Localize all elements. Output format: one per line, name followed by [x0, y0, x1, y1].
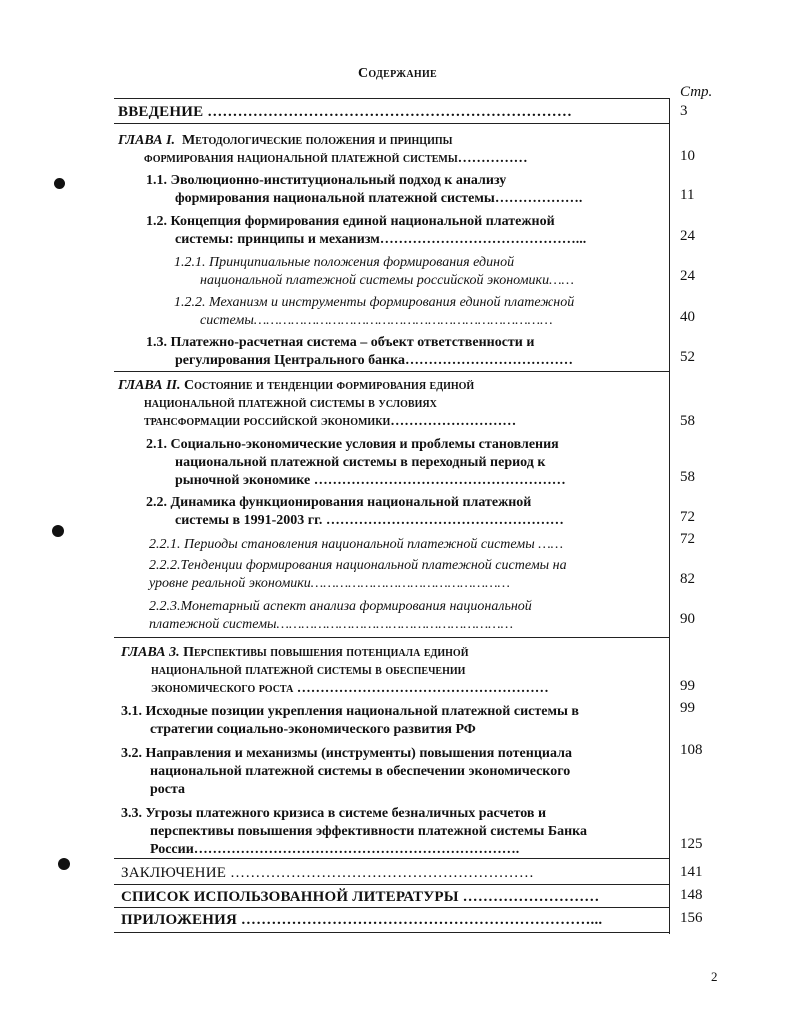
toc-page-introduction: 3 [680, 103, 688, 119]
chapter-label: ГЛАВА II. [118, 378, 181, 393]
page-number: 2 [711, 969, 718, 984]
toc-page-conclusion: 141 [680, 864, 703, 880]
page-column-label: Стр. [680, 84, 713, 100]
toc-line: 3.3. Угрозы платежного кризиса в системе безналичных расчетов и [121, 806, 547, 821]
rule [114, 907, 670, 908]
toc-entry-conclusion [121, 864, 534, 882]
punch-hole-mark [52, 525, 64, 537]
toc-entry-chapter-3 [121, 644, 549, 698]
toc-line: СПИСОК ИСПОЛЬЗОВАННОЙ ЛИТЕРАТУРЫ ……………………… [121, 889, 600, 905]
toc-line: трансформации российской экономики……………………… [144, 414, 517, 429]
toc-line: России……………………………………………………………. [150, 842, 520, 857]
rule [114, 884, 670, 885]
toc-page-1-2-2: 40 [680, 309, 695, 325]
toc-page-appendices: 156 [680, 910, 703, 926]
rule [114, 858, 670, 859]
rule [114, 637, 670, 638]
toc-line: 2.2.2.Тенденции формирования национальной платежной системы на [149, 558, 567, 573]
toc-line: ЗАКЛЮЧЕНИЕ …………………………………………………… [121, 865, 535, 881]
toc-line: платежной системы………………………………………………… [149, 617, 514, 632]
toc-page-references: 148 [680, 887, 703, 903]
toc-line: формирования национальной платежной системы…………… [144, 151, 528, 166]
toc-line: 3.1. Исходные позиции укрепления национальной платежной системы в [121, 704, 579, 719]
toc-line: 2.2.3.Монетарный аспект анализа формирования национальной [149, 599, 532, 614]
toc-entry-3-3 [121, 805, 587, 859]
toc-page-3-1: 99 [680, 700, 695, 716]
toc-line: стратегии социально-экономического развития РФ [150, 722, 476, 737]
toc-line: национальной платежной системы российской экономики…… [200, 273, 574, 288]
toc-line: 1.2. Концепция формирования единой национальной платежной [146, 214, 555, 229]
chapter-label: ГЛАВА 3. [121, 645, 180, 660]
toc-entry-1-2 [146, 213, 586, 249]
toc-line: формирования национальной платежной системы………………. [175, 191, 583, 206]
toc-page-2-2-1: 72 [680, 531, 695, 547]
toc-line: рыночной экономике ……………………………………………… [175, 473, 566, 488]
toc-page-3-2: 108 [680, 742, 703, 758]
toc-line: 2.2. Динамика функционирования национальной платежной [146, 495, 532, 510]
toc-page-2-2-2: 82 [680, 571, 695, 587]
rule [114, 123, 670, 124]
toc-line: 2.2.1. Периоды становления национальной платежной системы …… [149, 537, 564, 552]
toc-line: регулирования Центрального банка……………………………… [175, 353, 574, 368]
toc-line: системы: принципы и механизм……………………………………... [175, 232, 587, 247]
toc-entry-1-2-2 [174, 294, 574, 330]
toc-line: ВВЕДЕНИЕ ……………………………………………………………… [118, 104, 573, 120]
toc-line: Состояние и тенденции формирования единой [183, 378, 475, 393]
toc-page-2-1: 58 [680, 469, 695, 485]
toc-entry-appendices [121, 911, 602, 929]
toc-line: перспективы повышения эффективности платежной системы Банка [150, 824, 588, 839]
toc-line: 1.2.1. Принципиальные положения формирования единой [174, 255, 515, 270]
punch-hole-mark [54, 178, 65, 189]
toc-entry-1-2-1 [174, 254, 574, 290]
toc-line: уровне реальной экономики………………………………………… [149, 576, 510, 591]
toc-entry-1-1 [146, 172, 582, 208]
toc-line: Перспективы повышения потенциала единой [183, 645, 469, 660]
toc-page-3-3: 125 [680, 836, 703, 852]
toc-entry-2-2-3 [149, 598, 532, 634]
toc-line: Методологические положения и принципы [182, 133, 453, 148]
toc-line: 1.3. Платежно-расчетная система – объект ответственности и [146, 335, 535, 350]
toc-line: 2.1. Социально-экономические условия и проблемы становления [146, 437, 559, 452]
toc-line: 1.2.2. Механизм и инструменты формирования единой платежной [174, 295, 575, 310]
toc-entry-2-2-1 [149, 536, 563, 554]
chapter-label: ГЛАВА I. [118, 133, 176, 148]
toc-page-chapter-3: 99 [680, 678, 695, 694]
page-column-rule [669, 98, 670, 934]
toc-line: национальной платежной системы в обеспечении [151, 663, 466, 678]
toc-line: системы в 1991-2003 гг. …………………………………………… [175, 513, 564, 528]
bottom-rule [114, 932, 670, 933]
toc-page-2-2: 72 [680, 509, 695, 525]
toc-page-1-2-1: 24 [680, 268, 695, 284]
toc-line: роста [150, 782, 186, 797]
top-rule [114, 98, 670, 99]
toc-line: 3.2. Направления и механизмы (инструменты) повышения потенциала [121, 746, 572, 761]
toc-page-chapter-1: 10 [680, 148, 695, 164]
toc-entry-2-2 [146, 494, 564, 530]
toc-entry-chapter-2 [118, 377, 516, 431]
toc-line: экономического роста ……………………………………………… [151, 681, 549, 696]
punch-hole-mark [58, 858, 70, 870]
toc-line: 1.1. Эволюционно-институциональный подход к анализу [146, 173, 507, 188]
toc-line: национальной платежной системы в условиях [144, 396, 437, 411]
toc-entry-2-2-2 [149, 557, 567, 593]
toc-page-1-2: 24 [680, 228, 695, 244]
toc-entry-3-2 [121, 745, 572, 799]
toc-line: национальной платежной системы в переходный период к [175, 455, 546, 470]
toc-entry-2-1 [146, 436, 566, 490]
toc-entry-1-3 [146, 334, 573, 370]
page-title: Содержание [357, 66, 438, 81]
toc-line: системы……………………………………………………………… [200, 313, 553, 328]
toc-page-2-2-3: 90 [680, 611, 695, 627]
toc-entry-introduction [118, 103, 572, 121]
toc-entry-references [121, 888, 599, 906]
toc-page-chapter-2: 58 [680, 413, 695, 429]
rule [114, 371, 670, 372]
toc-line: ПРИЛОЖЕНИЯ ……………………………………………………………... [121, 912, 603, 928]
toc-page-1-3: 52 [680, 349, 695, 365]
toc-entry-chapter-1 [118, 132, 528, 168]
toc-page-1-1: 11 [680, 187, 695, 203]
toc-entry-3-1 [121, 703, 579, 739]
toc-line: национальной платежной системы в обеспечении экономического [150, 764, 571, 779]
